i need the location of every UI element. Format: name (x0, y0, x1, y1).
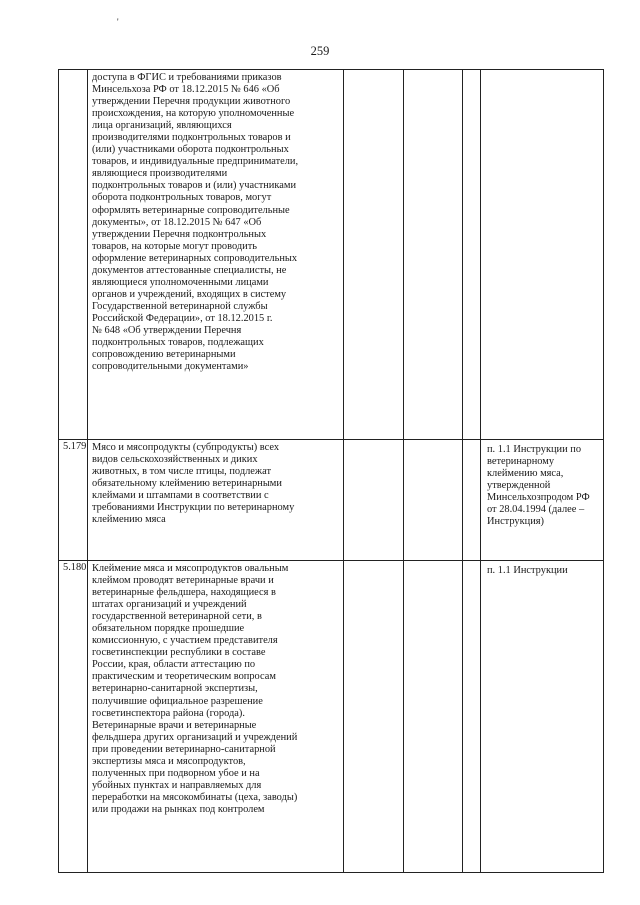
empty-cell (404, 70, 463, 440)
table-row (59, 440, 604, 561)
requirements-table (58, 69, 604, 873)
page-number: 259 (310, 44, 330, 58)
legal-reference-cell: п. 1.1 Инструкции (481, 561, 604, 873)
empty-cell (404, 440, 463, 561)
empty-cell (463, 561, 481, 873)
row-number-cell: 5.180 (59, 561, 88, 873)
row-number-cell (59, 70, 88, 440)
table-row (59, 70, 604, 440)
row-number-cell: 5.179 (59, 440, 88, 561)
requirement-text-cell: Мясо и мясопродукты (субпродукты) всех видов сельскохозяйственных и диких животных, в том числе птицы, подлежат обязательному клеймению ветеринарными клеймами и штампами в соответствии с требованиями Инструкции по ветеринарному клеймению мяса (88, 440, 344, 561)
legal-reference-cell (481, 70, 604, 440)
table-row (59, 561, 604, 873)
requirement-text-cell: доступа в ФГИС и требованиями приказов Минсельхоза РФ от 18.12.2015 № 646 «Об утверждении Перечня продукции животного происхождения, на которую уполномоченные лица организаций, являющихся производителями подконтрольных товаров и (или) участниками оборота подконтрольных товаров, и индивидуальные предприниматели, являющиеся производителями подконтрольных товаров и (или) участниками оборота подконтрольных товаров, могут оформлять ветеринарные сопроводительные документы», от 18.12.2015 № 647 «Об утверждении Перечня подконтрольных товаров, на которые могут проводить оформление ветеринарных сопроводительных документов аттестованные специалисты, не являющиеся уполномоченными лицами органов и учреждений, входящих в систему Государственной ветеринарной службы Российской Федерации», от 18.12.2015 г. № 648 «Об утверждении Перечня подконтрольных товаров, подлежащих сопровождению ветеринарными сопроводительными документами» (88, 70, 344, 440)
empty-cell (463, 440, 481, 561)
empty-cell (463, 70, 481, 440)
empty-cell (344, 561, 404, 873)
empty-cell (404, 561, 463, 873)
empty-cell (344, 70, 404, 440)
corner-mark: ' (117, 17, 119, 27)
empty-cell (344, 440, 404, 561)
requirement-text-cell: Клеймение мяса и мясопродуктов овальным клеймом проводят ветеринарные врачи и ветеринарные фельдшера, находящиеся в штатах организаций и учреждений государственной ветеринарной сети, в обязательном порядке прошедшие комиссионную, с участием представителя госветинспекции республики в составе России, края, области аттестацию по практическим и теоретическим вопросам ветеринарно-санитарной экспертизы, получившие официальное разрешение госветинспектора района (города). Ветеринарные врачи и ветеринарные фельдшера других организаций и учреждений при проведении ветеринарно-санитарной экспертизы мяса и мясопродуктов, полученных при подворном убое и на убойных пунктах и направляемых для переработки на мясокомбинаты (цеха, заводы) или продажи на рынках под контролем (88, 561, 344, 873)
legal-reference-cell: п. 1.1 Инструкции по ветеринарному клеймению мяса, утвержденной Минсельхозпродом РФ от 28.04.1994 (далее – Инструкция) (481, 440, 604, 561)
